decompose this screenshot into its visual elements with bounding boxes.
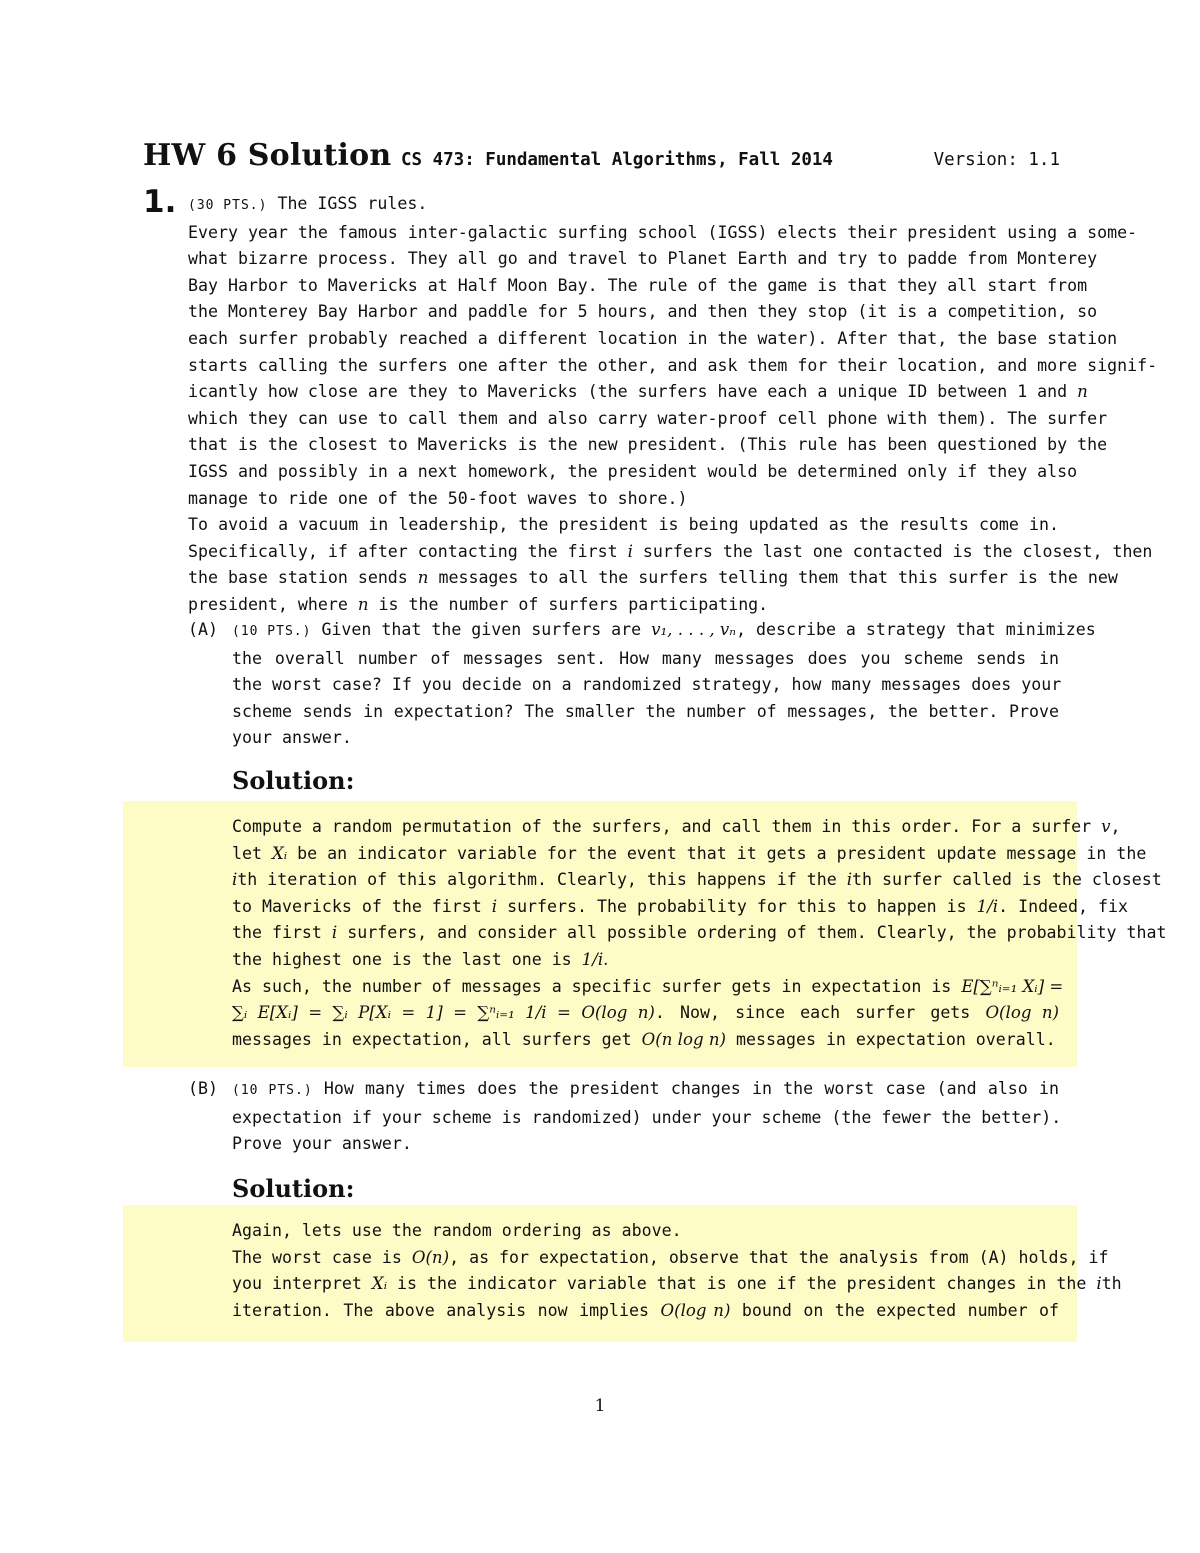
part-a-question bbox=[232, 617, 1096, 752]
math-i: i bbox=[1096, 1274, 1102, 1294]
math-i: i bbox=[491, 896, 498, 916]
text-line bbox=[188, 379, 1088, 406]
math-i: i bbox=[846, 870, 853, 890]
solution-b-text bbox=[232, 1218, 1122, 1324]
text-line: your answer. bbox=[232, 728, 352, 748]
text-line: Bay Harbor to Mavericks at Half Moon Bay. The rule of the game is that they all start from bbox=[188, 275, 1088, 295]
part-a-label: (A) bbox=[188, 620, 218, 639]
math-n: n bbox=[357, 594, 369, 614]
page-number: 1 bbox=[594, 1396, 606, 1416]
text-line bbox=[188, 592, 1059, 619]
math-o-log-n: O(log n) bbox=[985, 1003, 1060, 1023]
text-line: scheme sends in expectation? The smaller the number of messages, the better. Prove bbox=[232, 701, 1059, 721]
text-line: manage to ride one of the 50-foot waves to shore.) bbox=[188, 488, 688, 508]
math-o-n-log-n: O(n log n) bbox=[641, 1029, 727, 1049]
text-line: IGSS and possibly in a next homework, the president would be determined only if they also bbox=[188, 461, 1078, 481]
text-line: Every year the famous inter-galactic surfing school (IGSS) elects their president using a some- bbox=[188, 222, 1138, 242]
text-segment: The worst case is bbox=[232, 1247, 402, 1267]
text-segment: Compute a random permutation of the surfers, and call them in this order. For a surfer bbox=[232, 817, 1092, 836]
text-segment: th iteration of this algorithm. Clearly, this happens if the bbox=[237, 870, 837, 890]
text-line bbox=[232, 920, 1167, 947]
text-line bbox=[232, 1000, 1059, 1027]
text-line: which they can use to call them and also carry water-proof cell phone with them). The surfer bbox=[188, 408, 1108, 428]
text-segment: let bbox=[232, 843, 262, 863]
course-name: CS 473: Fundamental Algorithms, Fall 2014 bbox=[401, 150, 833, 170]
solution-a-text bbox=[232, 814, 1167, 1053]
math-o-n: O(n) bbox=[411, 1247, 450, 1267]
math-xi: Xᵢ bbox=[371, 1274, 388, 1294]
part-b-question bbox=[232, 1076, 1062, 1158]
text-line bbox=[232, 617, 1096, 646]
text-line: starts calling the surfers one after the other, and ask them for their location, and more signif- bbox=[188, 355, 1158, 375]
math-n: n bbox=[417, 568, 429, 588]
page-header bbox=[143, 134, 1060, 178]
text-line: To avoid a vacuum in leadership, the president is being updated as the results come in. bbox=[188, 515, 1059, 535]
text-line bbox=[232, 841, 1147, 868]
text-segment: messages in expectation overall. bbox=[736, 1029, 1056, 1049]
math-expectation: E[∑ⁿᵢ₌₁ Xᵢ] = bbox=[961, 976, 1064, 996]
problem-number: 1. bbox=[143, 184, 177, 220]
text-line bbox=[232, 1245, 1109, 1272]
text-segment: th bbox=[1101, 1274, 1122, 1294]
math-xi: Xᵢ bbox=[271, 843, 288, 863]
text-segment: messages in expectation, all surfers get bbox=[232, 1029, 632, 1049]
text-line bbox=[188, 539, 1153, 566]
text-line bbox=[232, 867, 1162, 894]
solution-heading-b: Solution: bbox=[232, 1174, 355, 1203]
text-segment: messages to all the surfers telling them that this surfer is the new bbox=[438, 568, 1118, 588]
page-title: HW 6 Solution bbox=[143, 138, 392, 173]
text-segment: How many times does the president changes in the worst case (and also in bbox=[323, 1079, 1059, 1098]
text-segment: is the indicator variable that is one if the president changes in the bbox=[397, 1274, 1087, 1294]
text-segment: president, where bbox=[188, 594, 348, 614]
text-segment: th surfer called is the closest bbox=[852, 870, 1162, 890]
text-line bbox=[232, 1027, 1059, 1054]
text-line: that is the closest to Mavericks is the new president. (This rule has been questioned by the bbox=[188, 435, 1108, 455]
text-line bbox=[188, 565, 1118, 592]
text-line: Compute a random permutation of the surfers, and call them in this order. For a surfer v, bbox=[232, 817, 1121, 836]
part-a-points: (10 PTS.) bbox=[232, 624, 312, 639]
solution-box-a bbox=[123, 801, 1167, 1067]
math-i: i bbox=[627, 541, 633, 561]
text-line bbox=[232, 1298, 1059, 1325]
math-v: v bbox=[1101, 817, 1111, 836]
problem-statement bbox=[188, 191, 1158, 619]
math-expectation-sum: ∑ᵢ E[Xᵢ] = ∑ᵢ P[Xᵢ = 1] = ∑ⁿᵢ₌₁ 1/i = O(log n) bbox=[232, 1003, 655, 1023]
text-segment: surfers the last one contacted is the closest, then bbox=[642, 541, 1153, 561]
text-segment: the base station sends bbox=[188, 568, 408, 588]
text-segment: bound on the expected number of bbox=[741, 1300, 1060, 1320]
text-line: each surfer probably reached a different location in the water). After that, the base station bbox=[188, 328, 1118, 348]
math-n: n bbox=[1077, 382, 1088, 402]
text-line: what bizarre process. They all go and travel to Planet Earth and try to padde from Monterey bbox=[188, 249, 1098, 269]
problem-name: The IGSS rules. bbox=[277, 194, 428, 213]
text-line bbox=[232, 1271, 1122, 1298]
math-surfer-list: v₁, . . . , vₙ bbox=[651, 620, 737, 639]
text-segment: surfers, and consider all possible ordering of them. Clearly, the probability that bbox=[347, 923, 1167, 943]
text-line: Again, lets use the random ordering as above. bbox=[232, 1221, 682, 1240]
math-i: i bbox=[232, 870, 238, 890]
text-segment: Given that the given surfers are bbox=[321, 620, 642, 639]
version-label: Version: 1.1 bbox=[933, 150, 1060, 170]
text-line bbox=[232, 1076, 1059, 1105]
text-segment: to Mavericks of the first bbox=[232, 896, 482, 916]
text-segment: you interpret bbox=[232, 1274, 362, 1294]
part-b-points: (10 PTS.) bbox=[232, 1083, 313, 1098]
text-line: Prove your answer. bbox=[232, 1134, 412, 1154]
problem-heading bbox=[188, 191, 1059, 220]
text-segment: surfers. The probability for this to happen is bbox=[507, 896, 967, 916]
text-line bbox=[232, 894, 1128, 921]
problem-points: (30 PTS.) bbox=[188, 198, 268, 213]
text-segment: the highest one is the last one is bbox=[232, 949, 572, 969]
text-line bbox=[232, 974, 1064, 1001]
solution-box-b bbox=[123, 1205, 1122, 1342]
text-segment: , as for expectation, observe that the analysis from (A) holds, if bbox=[449, 1247, 1109, 1267]
text-line bbox=[232, 947, 1059, 974]
text-segment: be an indicator variable for the event that it gets a president update message in the bbox=[297, 843, 1147, 863]
text-line: expectation if your scheme is randomized) under your scheme (the fewer the better). bbox=[232, 1107, 1062, 1127]
text-segment: icantly how close are they to Mavericks (the surfers have each a unique ID between 1 and bbox=[188, 382, 1068, 402]
text-segment: As such, the number of messages a specific surfer gets in expectation is bbox=[232, 976, 952, 996]
text-segment: is the number of surfers participating. bbox=[378, 594, 769, 614]
text-line: the worst case? If you decide on a randomized strategy, how many messages does your bbox=[232, 675, 1062, 695]
math-one-over-i: 1/i. bbox=[581, 949, 609, 969]
text-segment: . Indeed, fix bbox=[998, 896, 1128, 916]
text-segment: . Now, since each surfer gets bbox=[654, 1003, 971, 1023]
solution-heading-a: Solution: bbox=[232, 766, 355, 795]
math-i: i bbox=[331, 923, 338, 943]
text-line: the Monterey Bay Harbor and paddle for 5 hours, and then they stop (it is a competition, so bbox=[188, 302, 1098, 322]
math-one-over-i: 1/i bbox=[976, 896, 999, 916]
part-b-label: (B) bbox=[188, 1079, 218, 1098]
text-line: the overall number of messages sent. How many messages does you scheme sends in bbox=[232, 648, 1059, 668]
math-o-log-n: O(log n) bbox=[660, 1300, 731, 1320]
text-segment: Specifically, if after contacting the first bbox=[188, 541, 618, 561]
text-segment: iteration. The above analysis now implies bbox=[232, 1300, 650, 1320]
text-segment: , describe a strategy that minimizes bbox=[736, 620, 1096, 639]
text-segment: the first bbox=[232, 923, 322, 943]
